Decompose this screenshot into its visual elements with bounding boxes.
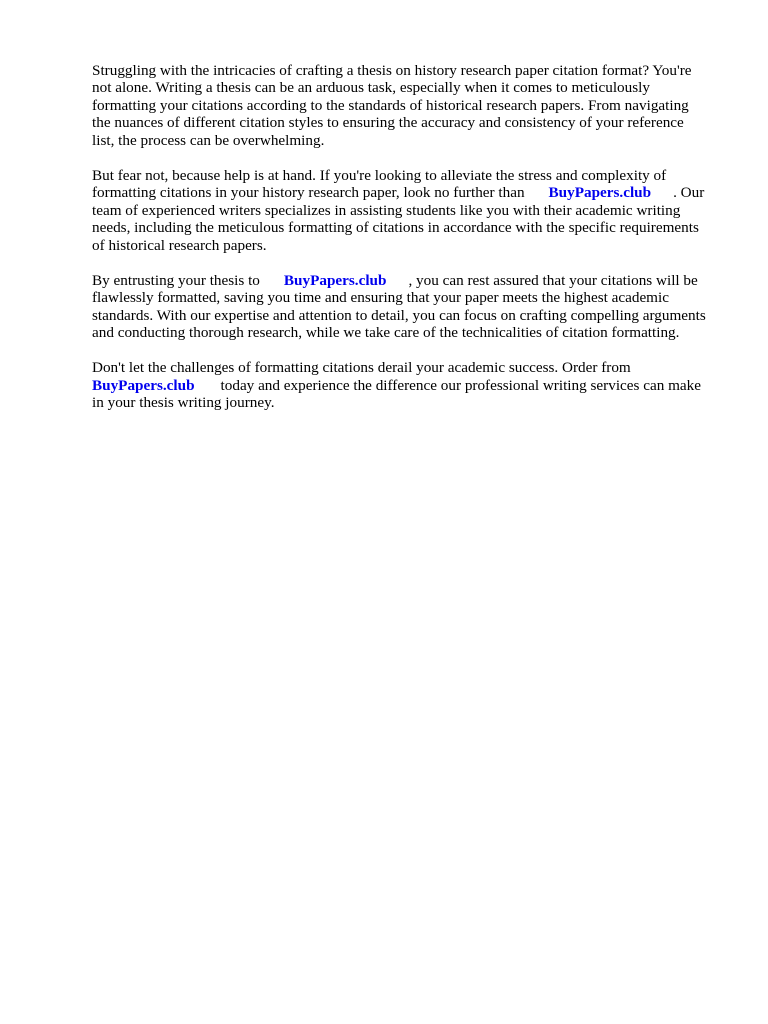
text-line: of historical research papers. xyxy=(92,236,267,254)
buypapers-link[interactable]: BuyPapers.club xyxy=(548,184,652,202)
text-line: Don't let the challenges of formatting citations derail your academic success. Order from xyxy=(92,359,631,377)
paragraph-3 xyxy=(92,272,728,342)
text-line-with-link xyxy=(92,184,728,201)
text-segment: By entrusting your thesis to xyxy=(92,271,260,289)
text-line: But fear not, because help is at hand. If you're looking to alleviate the stress and complexity of xyxy=(92,166,667,184)
text-line: flawlessly formatted, saving you time and ensuring that your paper meets the highest academic xyxy=(92,289,669,307)
text-line: needs, including the meticulous formatting of citations in accordance with the specific requirements xyxy=(92,219,699,237)
paragraph-1 xyxy=(92,62,728,149)
text-line: Struggling with the intricacies of crafting a thesis on history research paper citation format? You're xyxy=(92,62,692,79)
text-segment: . Our xyxy=(673,184,705,202)
document-body xyxy=(92,62,728,430)
text-segment: formatting citations in your history research paper, look no further than xyxy=(92,184,525,202)
text-line: list, the process can be overwhelming. xyxy=(92,131,325,149)
text-line-with-link xyxy=(92,272,728,289)
text-line: in your thesis writing journey. xyxy=(92,394,275,412)
buypapers-link[interactable]: BuyPapers.club xyxy=(283,271,387,289)
text-segment: today and experience the difference our professional writing services can make xyxy=(220,376,701,394)
text-line: the nuances of different citation styles to ensuring the accuracy and consistency of your reference xyxy=(92,114,684,132)
text-line: not alone. Writing a thesis can be an arduous task, especially when it comes to meticulously xyxy=(92,79,650,97)
text-segment: , you can rest assured that your citations will be xyxy=(408,271,698,289)
text-line: standards. With our expertise and attention to detail, you can focus on crafting compelling arguments xyxy=(92,306,706,324)
text-line-with-link xyxy=(92,377,728,394)
paragraph-4 xyxy=(92,359,728,411)
text-line: and conducting thorough research, while we take care of the technicalities of citation formatting. xyxy=(92,324,680,342)
buypapers-link[interactable]: BuyPapers.club xyxy=(92,376,195,394)
paragraph-2 xyxy=(92,167,728,254)
text-line: team of experienced writers specializes in assisting students like you with their academic writing xyxy=(92,201,681,219)
text-line: formatting your citations according to the standards of historical research papers. From navigating xyxy=(92,96,689,114)
